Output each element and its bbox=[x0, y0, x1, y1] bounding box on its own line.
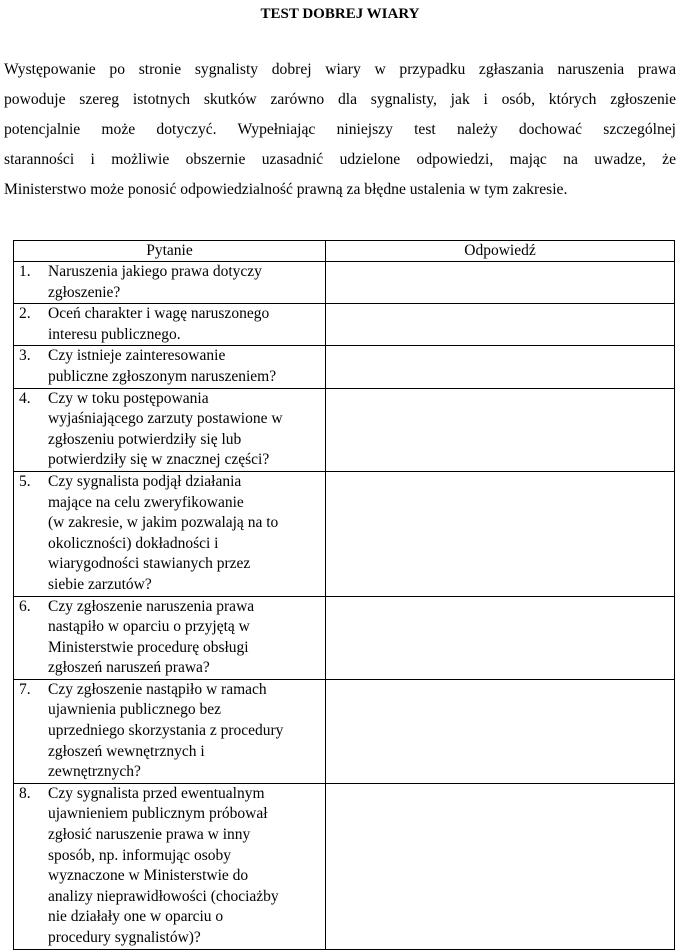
question-text-line: ujawnienia publicznego bez bbox=[48, 701, 222, 719]
table-row bbox=[14, 262, 675, 304]
question-text bbox=[48, 472, 321, 596]
question-text-line: ujawnieniem publicznym próbował bbox=[48, 805, 268, 823]
question-text-line: sposób, np. informując osoby bbox=[48, 846, 231, 864]
question-column-header: Pytanie bbox=[14, 241, 326, 262]
question-content bbox=[14, 680, 325, 783]
answer-cell[interactable] bbox=[326, 388, 675, 471]
question-text-line: siebie zarzutów? bbox=[48, 575, 152, 593]
table-row bbox=[14, 783, 675, 949]
questionnaire-body bbox=[14, 262, 675, 950]
intro-line: Występowanie po stronie sygnalisty dobrej wiary w przypadku zgłaszania naruszenia prawa bbox=[4, 61, 676, 78]
question-text-line: Czy zgłoszenie nastąpiło w ramach bbox=[48, 680, 267, 698]
question-number: 2. bbox=[19, 305, 31, 323]
question-cell bbox=[14, 346, 326, 388]
table-row bbox=[14, 596, 675, 679]
question-text bbox=[48, 784, 321, 949]
table-row bbox=[14, 304, 675, 346]
question-text-line: okoliczności) dokładności i bbox=[48, 534, 219, 552]
answer-cell[interactable] bbox=[326, 679, 675, 783]
question-text-line: potwierdziły się w znacznej części? bbox=[48, 451, 270, 469]
question-text bbox=[48, 346, 321, 387]
question-cell bbox=[14, 471, 326, 596]
question-number: 3. bbox=[19, 347, 31, 365]
table-row bbox=[14, 679, 675, 783]
question-text-line: nie działały one w oparciu o bbox=[48, 908, 224, 926]
question-content bbox=[14, 304, 325, 345]
question-text-line: Czy w toku postępowania bbox=[48, 389, 209, 407]
question-text-line: Naruszenia jakiego prawa dotyczy bbox=[48, 263, 262, 280]
question-text-line: wyjaśniającego zarzuty postawione w bbox=[48, 410, 283, 428]
document-title: TEST DOBREJ WIARY bbox=[260, 6, 420, 22]
intro-paragraph bbox=[4, 55, 676, 205]
question-cell bbox=[14, 783, 326, 949]
question-text-line: Czy sygnalista przed ewentualnym bbox=[48, 784, 265, 802]
question-text-line: zgłoszeń wewnętrznych i bbox=[48, 742, 205, 760]
question-text-line: interesu publicznego. bbox=[48, 325, 181, 343]
question-text-line: zgłoszeń naruszeń prawa? bbox=[48, 659, 210, 677]
intro-line: staranności i możliwie obszernie uzasadnić udzielone odpowiedzi, mając na uwadze, że bbox=[4, 151, 676, 168]
table-row bbox=[14, 388, 675, 471]
question-number: 8. bbox=[19, 784, 31, 802]
question-text-line: uprzedniego skorzystania z procedury bbox=[48, 722, 284, 740]
question-text-line: wiarygodności stawianych przez bbox=[48, 555, 251, 573]
intro-line: potencjalnie może dotyczyć. Wypełniając niniejszy test należy dochować szczególnej bbox=[4, 121, 676, 138]
question-text-line: (w zakresie, w jakim pozwalają na to bbox=[48, 514, 279, 532]
question-cell bbox=[14, 304, 326, 346]
question-text-line: wyznaczone w Ministerstwie do bbox=[48, 867, 249, 885]
question-text-line: Czy istnieje zainteresowanie bbox=[48, 347, 226, 365]
question-text-line: zewnętrznych? bbox=[48, 763, 141, 781]
question-content bbox=[14, 784, 325, 949]
intro-line: powoduje szereg istotnych skutków zarówno dla sygnalisty, jak i osób, których zgłoszenie bbox=[4, 91, 676, 108]
question-cell bbox=[14, 679, 326, 783]
table-row bbox=[14, 346, 675, 388]
question-text-line: analizy nieprawidłowości (chociażby bbox=[48, 887, 279, 905]
question-text-line: procedury sygnalistów)? bbox=[48, 929, 201, 946]
question-text-line: mające na celu zweryfikowanie bbox=[48, 493, 244, 511]
table-header-row bbox=[14, 241, 675, 262]
question-text bbox=[48, 262, 321, 303]
question-number: 5. bbox=[19, 472, 31, 490]
intro-line: Ministerstwo może ponosić odpowiedzialność prawną za błędne ustalenia w tym zakresie. bbox=[4, 181, 568, 198]
question-cell bbox=[14, 388, 326, 471]
question-cell bbox=[14, 262, 326, 304]
question-number: 7. bbox=[19, 680, 31, 698]
question-text-line: Oceń charakter i wagę naruszonego bbox=[48, 305, 270, 323]
answer-cell[interactable] bbox=[326, 346, 675, 388]
question-text-line: publiczne zgłoszonym naruszeniem? bbox=[48, 367, 277, 385]
answer-column-header: Odpowiedź bbox=[326, 241, 675, 262]
question-number: 4. bbox=[19, 389, 31, 407]
question-text bbox=[48, 389, 321, 471]
question-text-line: Czy zgłoszenie naruszenia prawa bbox=[48, 597, 255, 615]
questionnaire-table bbox=[13, 240, 675, 950]
question-content bbox=[14, 597, 325, 679]
answer-cell[interactable] bbox=[326, 596, 675, 679]
answer-cell[interactable] bbox=[326, 471, 675, 596]
question-content bbox=[14, 346, 325, 387]
question-text-line: zgłoszenie? bbox=[48, 283, 121, 301]
answer-cell[interactable] bbox=[326, 783, 675, 949]
question-number: 6. bbox=[19, 597, 31, 615]
answer-cell[interactable] bbox=[326, 304, 675, 346]
question-text-line: zgłosić naruszenie prawa w inny bbox=[48, 826, 251, 844]
question-content bbox=[14, 472, 325, 596]
question-content bbox=[14, 262, 325, 303]
question-text bbox=[48, 680, 321, 783]
question-text-line: Ministerstwie procedurę obsługi bbox=[48, 638, 249, 656]
question-content bbox=[14, 389, 325, 471]
answer-cell[interactable] bbox=[326, 262, 675, 304]
question-number: 1. bbox=[19, 263, 31, 280]
question-text-line: zgłoszeniu potwierdziły się lub bbox=[48, 430, 242, 448]
question-text-line: Czy sygnalista podjął działania bbox=[48, 472, 242, 490]
question-text bbox=[48, 304, 321, 345]
table-row bbox=[14, 471, 675, 596]
question-text-line: nastąpiło w oparciu o przyjętą w bbox=[48, 618, 250, 636]
question-text bbox=[48, 597, 321, 679]
question-cell bbox=[14, 596, 326, 679]
